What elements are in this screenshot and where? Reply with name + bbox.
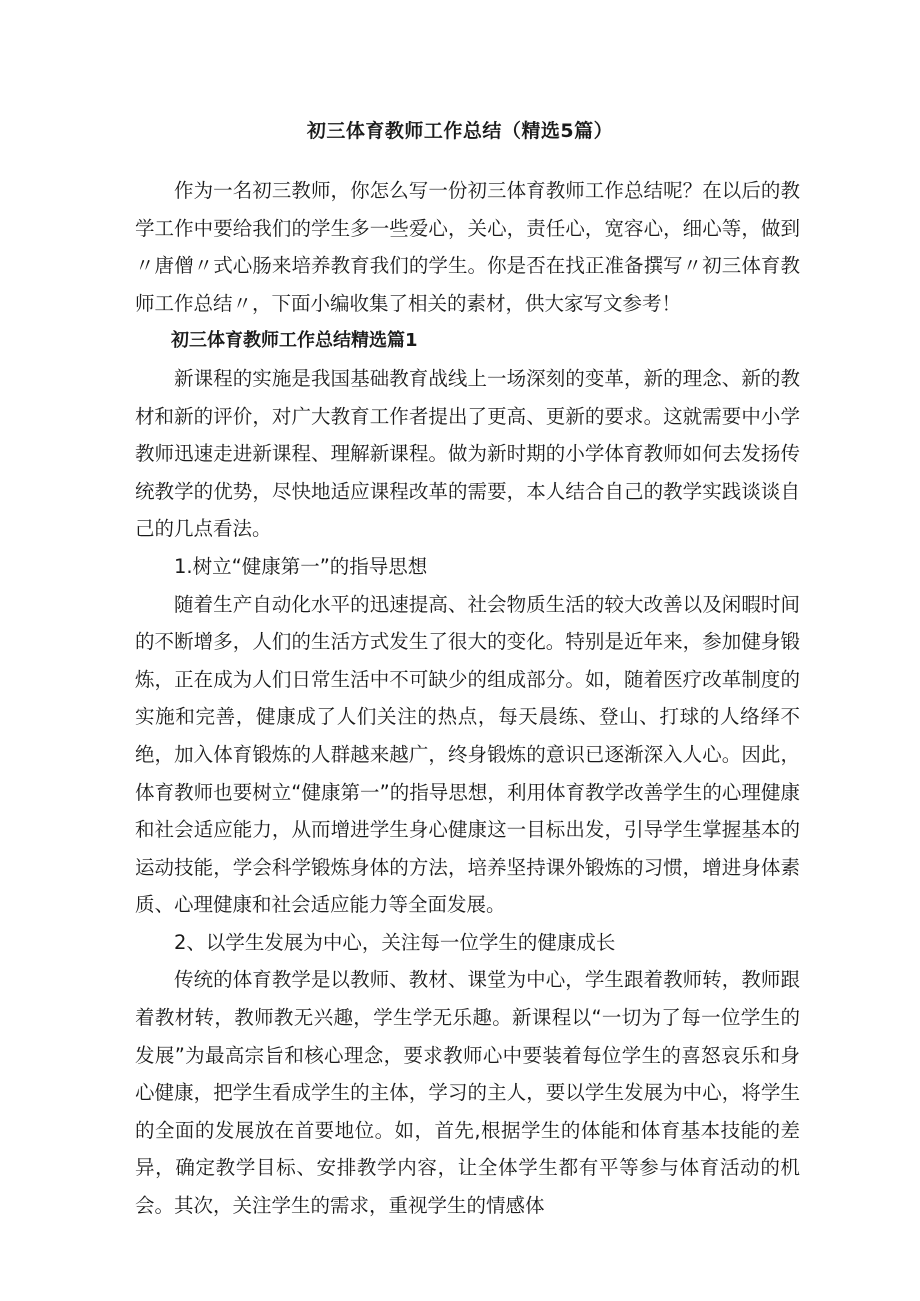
section-heading: 初三体育教师工作总结精选篇1: [171, 330, 418, 352]
body-paragraph: 传统的体育教学是以教师、教材、课堂为中心，学生跟着教师转，教师跟着教材转，教师教无兴趣，学生学无乐趣。新课程以“一切为了每一位学生的发展”为最高宗旨和核心理念，要求教师心中要装着每位学生的喜怒哀乐和身心健康，把学生看成学生的主体，学习的主人，要以学生发展为中心，将学生的全面的发展放在首要地位。如，首先,根据学生的体能和体育基本技能的差异，确定教学目标、安排教学内容，让全体学生都有平等参与体育活动的机会。其次，关注学生的需求，重视学生的情感体: [135, 968, 800, 1218]
subheading: 1.树立“健康第一”的指导思想: [174, 554, 428, 578]
intro-paragraph: 作为一名初三教师，你怎么写一份初三体育教师工作总结呢？在以后的教学工作中要给我们的学生多一些爱心，关心，责任心，宽容心，细心等，做到〃唐僧〃式心肠来培养教育我们的学生。你是否在找正准备撰写〃初三体育教师工作总结〃，下面小编收集了相关的素材，供大家写文参考！: [135, 179, 800, 315]
document-title: 初三体育教师工作总结（精选5篇）: [306, 120, 614, 142]
body-paragraph: 新课程的实施是我国基础教育战线上一场深刻的变革，新的理念、新的教材和新的评价，对广大教育工作者提出了更高、更新的要求。这就需要中小学教师迅速走进新课程、理解新课程。做为新时期的小学体育教师如何去发扬传统教学的优势，尽快地适应课程改革的需要，本人结合自己的教学实践谈谈自己的几点看法。: [135, 366, 800, 541]
subheading: 2、以学生发展为中心，关注每一位学生的健康成长: [174, 930, 616, 954]
body-paragraph: 随着生产自动化水平的迅速提高、社会物质生活的较大改善以及闲暇时间的不断增多，人们的生活方式发生了很大的变化。特别是近年来，参加健身锻炼，正在成为人们日常生活中不可缺少的组成部分。如，随着医疗改革制度的实施和完善，健康成了人们关注的热点，每天晨练、登山、打球的人络绎不绝，加入体育锻炼的人群越来越广，终身锻炼的意识已逐渐深入人心。因此，体育教师也要树立“健康第一”的指导思想，利用体育教学改善学生的心理健康和社会适应能力，从而增进学生身心健康这一目标出发，引导学生掌握基本的运动技能，学会科学锻炼身体的方法，培养坚持课外锻炼的习惯，增进身体素质、心理健康和社会适应能力等全面发展。: [135, 592, 800, 917]
document-body: [135, 172, 800, 1225]
